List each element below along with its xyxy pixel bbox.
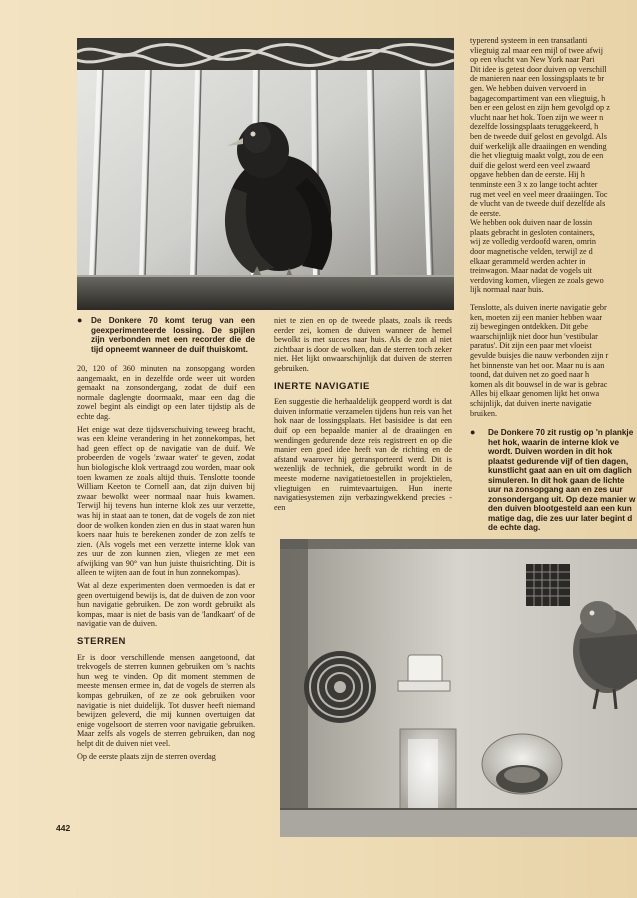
col3-text-line: gevulde buisjes die nauw verbonden zijn r [470,351,609,360]
col3-text-line: door magnetische velden, terwijl ze d [470,247,593,257]
col1-paragraph-5: Op de eerste plaats zijn de sterren overdag [77,751,216,761]
col3-text-line: dezelfde lossingsplaats teruggekeerd, h [470,122,599,132]
caption-bottom-line: de echte dag. [488,523,541,533]
col3-text-line: ken, moeten zij een manier hebben waar [470,312,603,322]
photo-pigeon-loft-image [280,539,637,837]
col3-text-line: wij ze volledig verdoofd waren, omrin [470,237,596,247]
col3-block-a [470,36,637,295]
col3-text-line: de manieren naar een lossingsplaats te br [470,74,605,84]
col2-paragraph-1: niet te zien en op de tweede plaats, zoals ik reeds eerder zei, komen de duiven wanneer de hemel bewolkt is met succes naar huis. Als de zon al niet zichtbaar is door de wolken, dan de sterren toch zeker niet. Het lijkt onwaarschijnlijk dat duiven de sterren gebruiken. [274,316,452,373]
col3-text-line: duif die gelost werd een veel zwaard [470,160,591,170]
col3-text-line: het binnenste van het oor. Maar nu is aan [470,360,605,370]
col3-text-line: verdoving komen, vliegen ze zoals gewo [470,275,604,285]
caption-bottom-photo [470,428,637,533]
col1-paragraph-3: Wat al deze experimenten doen vermoeden is dat er geen overtuigend bewijs is, dat de duiven de zon voor hun navigatie gebruiken. De zon wordt gebruikt als kompas, maar is niet de basis van de 'landkaart' of de navigatie van de duiven. [77,581,255,629]
col3-text-line: ben er een gelost en zijn hem gevolgd op z [470,103,610,113]
col3-text-line: op een vlucht van New York naar Pari [470,55,595,65]
col3-text-line: We hebben ook duiven naar de lossin [470,218,593,228]
caption-bottom-line: De Donkere 70 zit rustig op 'n plankje [488,428,634,438]
col3-text-line: Dit idee is getest door duiven op verschill [470,64,607,74]
caption-bottom-line: uur na zonsopgang aan en zes uur [488,485,623,495]
photo-pigeon-loft [280,539,637,837]
col3-text-line: paratus'. Dit zijn een paar met vloeist [470,341,592,351]
caption-bottom-line: matige dag, die zes uur later begint d [488,513,633,523]
col3-text-line: elkaar gerammeld werden achter in [470,256,586,266]
caption-top-photo [77,316,255,354]
col3-text-line: ben de tweede duif gelost en gevolgd. Als [470,131,607,141]
page-number: 442 [56,823,71,833]
col3-text-line: komen als dit bouwsel in de war is gebrac [470,379,608,389]
col1-paragraph-4: Er is door verschillende mensen aangetoond, dat trekvogels de sterren kunnen gebruiken om 's nachts hun weg te vinden. Op dit moment stemmen de meeste mensen ermee in, dat de vogels de sterren als kompas gebruiken, of ze ze ook gebruiken voor navigatie is niet duidelijk. Tot dusver heeft niemand bewijzen geleverd, die mij kunnen overtuigen dat enige vogelsoort de sterren voor navigatie gebruiken. Maar zelfs als vogels de sterren gebruiken, dan nog helpt dit de duiven niet veel. [77,652,255,748]
col3-text-line: zij bewegingen ontdekken. Dit gebe [470,322,588,332]
col3-text-line: toond, dat duiven net zo goed naar h [470,370,590,380]
fan-grille [304,651,376,723]
bullet-icon: ● [470,427,476,438]
col3-text-line: waarschijnlijk niet door hun 'vestibular [470,331,598,341]
col3-text-line: bagagecompartiment van een vliegtuig, h [470,93,606,103]
heading-inerte-navigatie: INERTE NAVIGATIE [274,380,370,392]
col3-text-line: tenminste een 3 x zo lange tocht achter [470,179,598,189]
col3-text-line: plaats gebracht in gesloten containers, [470,227,595,237]
col3-text-line: die het vliegtuig maakt volgt, zou de een [470,151,604,161]
col3-text-line: bruiken. [470,408,498,418]
col3-text-line: de eerste. [470,208,501,218]
bullet-icon: ● [77,315,83,325]
col3-text-line: duif werkelijk alle draaiingen en wending [470,141,607,151]
col1-paragraph-1: 20, 120 of 360 minuten na zonsopgang worden aangemaakt, en in dezelfde orde weer uit worden gemaakt na zonsondergang, zodat de duif een normale daglengte doormaakt, maar een dag die zowel begint als eindigt op een later tijdstip als de echte dag. [77,364,255,421]
caption-bottom-text [488,428,637,533]
col3-text-line: de vlucht van de tweede duif dezelfde als [470,199,606,209]
heading-sterren: STERREN [77,636,126,648]
caption-bottom-line: kunstlicht gaat aan en uit om daglich [488,466,632,476]
col3-text-line: opgave hebben dan de eerste. Hij h [470,170,585,180]
col3-text-line: rug met veel en veel meer draaiingen. Toc [470,189,608,199]
col3-text-line: Alles bij elkaar genomen lijkt het onwa [470,389,600,399]
column-3 [470,36,637,533]
caption-bottom-line: plaatst gedurende vijf of tien dagen, [488,456,629,466]
column-2 [274,316,452,515]
col3-text-line: vlucht naar het hok. Toen zijn we weer n [470,112,604,122]
col3-text-line: typerend systeem in een transatlanti [470,36,588,45]
caption-bottom-line: zonsondergang uit. Op deze manier w [488,494,636,504]
col2-paragraph-2: Een suggestie die herhaaldelijk geopperd wordt is dat duiven informatie verzamelen tijdens hun reis van het hok naar de lossingsplaats. Het basisidee is dat een duif op een bepaalde manier al de draaiingen en wendingen gedurende deze reis registreert en op die manier een goed idee heeft van de richting en de afstand waarover hij getransporteerd werd. Dit is wezenlijk de techniek, die gebruikt wordt in de meeste moderne navigatietoestellen in projektielen, vliegtuigen en ruimtevaartuigen. Hun inerte navigatiesystemen zijn verbazingwekkend precies - een [274,397,452,512]
col3-text-line: gen. We hebben duiven vervoerd in [470,83,587,93]
col1-paragraph-2: Het enige wat deze tijdsverschuiving teweeg bracht, was een kleine verandering in het zonnekompas, het had geen effect op de navigatie van de duif. We probeerden de vogels 'zwaar water' te geven, zodat hun biologische klok vertraagd zou worden, maar ook toen kwamen ze zoals altijd thuis. Tenslotte toonde William Keeton te Cornell aan, dat zijn duiven bij zwaar bewolkt weer normaal naar huis kwamen. Terwijl hij tevens hun interne klok zes uur verzette, was hij in staat aan te tonen, dat de vogels de zon niet door de wolken konden zien en dus in staat waren hun koers naar huis te berekenen zonder de zon zelfs te zien. (Als vogels met een verzette interne klok van zes uur de zon kunnen zien, vliegen ze met een afwijking van 90° van hun juiste thuisrichting. Dit is alleen te wijten aan de fout in hun zonnekompas). [77,424,255,578]
col3-block-b [470,303,637,418]
column-1 [77,316,255,764]
col3-text-line: treinwagon. Maar nadat de vogels uit [470,266,592,276]
caption-top-text: De Donkere 70 komt terug van een geexperimenteerde lossing. De spijlen zijn verbonden met een recorder die de tijd opneemt wanneer de duif thuiskomt. [91,316,255,354]
col3-text-line: lijk normaal naar huis. [470,285,544,295]
caption-bottom-line: den duiven blootgesteld aan een kun [488,504,632,514]
photo-pigeon-trap [77,38,454,310]
caption-bottom-line: simuleren. In dit hok gaan de lichte [488,475,625,485]
col3-text-line: Tenslotte, als duiven inerte navigatie gebr [470,303,607,313]
col3-text-line: vliegtuig zal maar een mijl of twee afwij [470,45,603,55]
caption-bottom-line: wordt. Duiven worden in dit hok [488,447,613,457]
photo-pigeon-trap-image [77,38,454,310]
col3-text-line: schijnlijk, dat duiven inerte navigatie [470,398,592,408]
caption-bottom-line: het hok, waarin de interne klok ve [488,437,620,447]
